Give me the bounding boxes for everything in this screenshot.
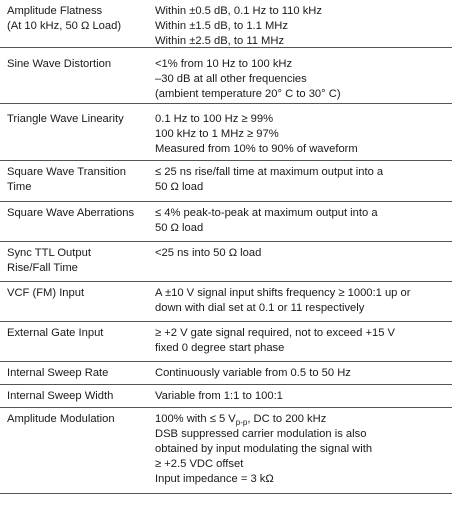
label-line: Internal Sweep Rate	[7, 367, 109, 379]
value-line: <25 ns into 50 Ω load	[155, 247, 262, 259]
value-line: –30 dB at all other frequencies	[155, 73, 307, 85]
label-line: (At 10 kHz, 50 Ω Load)	[7, 20, 122, 32]
table-row	[0, 322, 452, 362]
value-line: fixed 0 degree start phase	[155, 342, 285, 354]
row-value	[146, 322, 452, 361]
label-line: Sine Wave Distortion	[7, 58, 112, 70]
row-value	[146, 104, 452, 160]
label-line: Square Wave Transition	[7, 166, 126, 178]
value-line: DSB suppressed carrier modulation is also	[155, 428, 367, 440]
value-line: down with dial set at 0.1 or 11 respectively	[155, 302, 365, 314]
row-label	[0, 0, 146, 47]
table-row	[0, 282, 452, 322]
value-line: <1% from 10 Hz to 100 kHz	[155, 58, 293, 70]
table-row	[0, 161, 452, 202]
label-line: Amplitude Modulation	[7, 413, 115, 425]
row-label	[0, 282, 146, 321]
value-line: 50 Ω load	[155, 181, 204, 193]
label-line: Square Wave Aberrations	[7, 207, 135, 219]
value-line: 50 Ω load	[155, 222, 204, 234]
value-line: Within ±2.5 dB, to 11 MHz	[155, 35, 285, 47]
table-row	[0, 104, 452, 161]
value-line: ≤ 4% peak-to-peak at maximum output into a	[155, 207, 378, 219]
row-label	[0, 322, 146, 361]
row-value	[146, 242, 452, 281]
row-value	[146, 282, 452, 321]
row-value	[146, 48, 452, 103]
row-value	[146, 0, 452, 47]
label-line: Rise/Fall Time	[7, 262, 78, 274]
value-line	[155, 412, 448, 427]
row-value	[146, 408, 452, 493]
value-line: A ±10 V signal input shifts frequency ≥ 1000:1 up or	[155, 287, 411, 299]
value-line: 0.1 Hz to 100 Hz ≥ 99%	[155, 113, 274, 125]
row-label	[0, 161, 146, 201]
value-line: Continuously variable from 0.5 to 50 Hz	[155, 367, 351, 379]
table-row	[0, 202, 452, 242]
table-row	[0, 242, 452, 282]
value-line: ≥ +2.5 VDC offset	[155, 458, 244, 470]
table-row	[0, 0, 452, 48]
am-subscript: p-p	[235, 418, 248, 428]
row-label	[0, 202, 146, 241]
table-row	[0, 362, 452, 385]
value-line: ≥ +2 V gate signal required, not to exceed +15 V	[155, 327, 395, 339]
am-depth-text: 100% with ≤ 5 V	[155, 413, 236, 425]
label-line: Amplitude Flatness	[7, 5, 103, 17]
row-label	[0, 242, 146, 281]
label-line: Sync TTL Output	[7, 247, 91, 259]
value-line: obtained by input modulating the signal with	[155, 443, 373, 455]
table-row	[0, 48, 452, 104]
value-line: 100 kHz to 1 MHz ≥ 97%	[155, 128, 279, 140]
label-line: External Gate Input	[7, 327, 104, 339]
value-line: Input impedance = 3 kΩ	[155, 473, 274, 485]
value-line: Within ±0.5 dB, 0.1 Hz to 110 kHz	[155, 5, 322, 17]
row-value	[146, 385, 452, 407]
row-label	[0, 385, 146, 407]
table-row	[0, 385, 452, 408]
row-label	[0, 104, 146, 160]
value-line: Measured from 10% to 90% of waveform	[155, 143, 358, 155]
value-line: (ambient temperature 20° C to 30° C)	[155, 88, 341, 100]
row-label	[0, 408, 146, 493]
table-row	[0, 408, 452, 494]
row-value	[146, 202, 452, 241]
row-label	[0, 362, 146, 384]
value-line: Variable from 1:1 to 100:1	[155, 390, 283, 402]
value-line: ≤ 25 ns rise/fall time at maximum output into a	[155, 166, 384, 178]
label-line: VCF (FM) Input	[7, 287, 85, 299]
row-value	[146, 161, 452, 201]
label-line: Time	[7, 181, 32, 193]
am-suffix: , DC to 200 kHz	[247, 413, 327, 425]
label-line: Triangle Wave Linearity	[7, 113, 124, 125]
row-value	[146, 362, 452, 384]
value-line: Within ±1.5 dB, to 1.1 MHz	[155, 20, 288, 32]
label-line: Internal Sweep Width	[7, 390, 114, 402]
row-label	[0, 48, 146, 103]
